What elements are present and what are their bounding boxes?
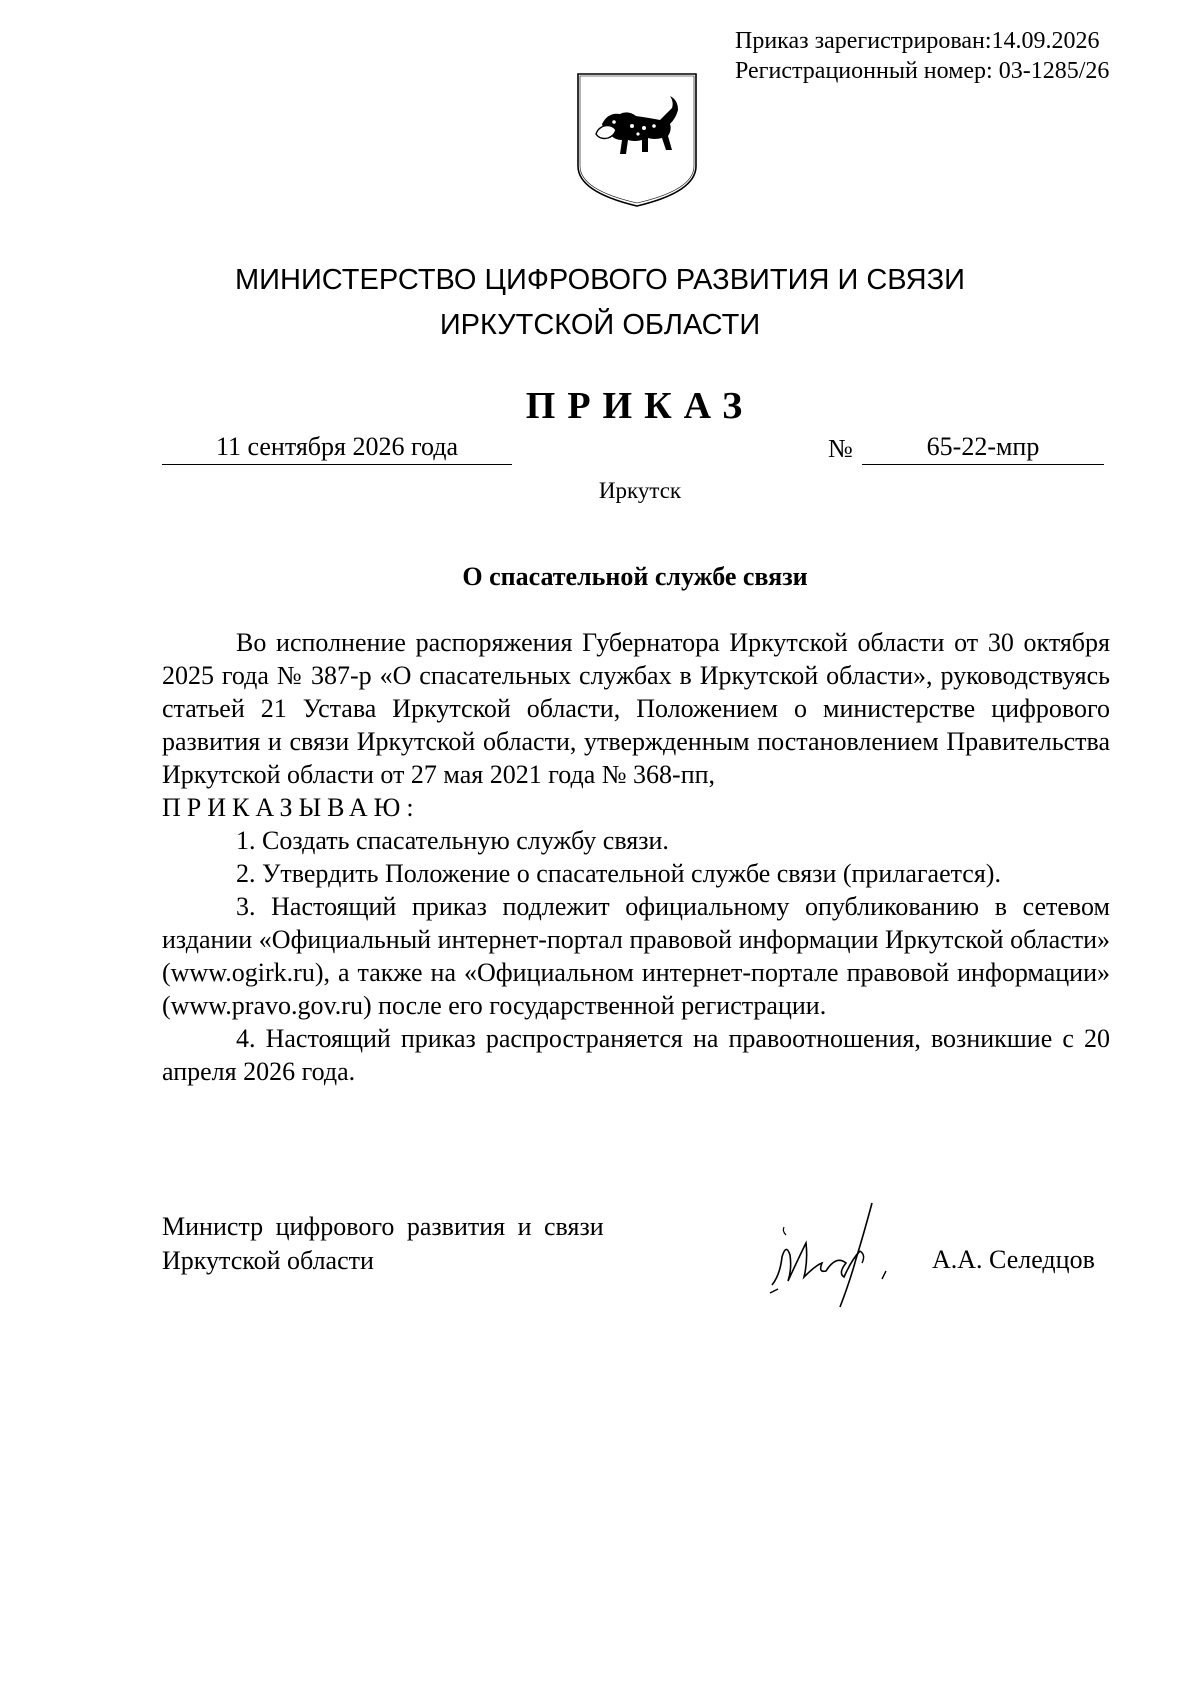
order-body: [162, 626, 1110, 1088]
ministry-line-1: МИНИСТЕРСТВО ЦИФРОВОГО РАЗВИТИЯ И СВЯЗИ: [235, 264, 965, 296]
position-line-2: Иркутской области: [162, 1246, 374, 1275]
order-date: 11 сентября 2026 года: [162, 430, 512, 465]
order-item-2: 2. Утвердить Положение о спасательной службе связи (прилагается).: [236, 859, 1001, 888]
order-subject: О спасательной службе связи: [462, 562, 808, 591]
preamble: Во исполнение распоряжения Губернатора Иркутской области от 30 октября 2025 года № 387-р «О спасательных службах в Иркутской области», руководствуясь статьей 21 Устава Иркутской области, Положением о министерстве цифрового развития и связи Иркутской области, утвержденным постановлением Правительства Иркутской области от 27 мая 2021 года № 368-пп,: [162, 628, 1110, 789]
signatory-name: А.А. Селедцов: [932, 1245, 1095, 1274]
order-item-3: 3. Настоящий приказ подлежит официальному опубликованию в сетевом издании «Официальный интернет-портал правовой информации Иркутской области» (www.ogirk.ru), а также на «Официальном интернет-портале правовой информации» (www.pravo.gov.ru) после его государственной регистрации.: [162, 892, 1110, 1020]
order-item-1: 1. Создать спасательную службу связи.: [236, 826, 669, 855]
city: Иркутск: [598, 478, 682, 503]
position-line-1: Министр цифрового развития и связи: [162, 1212, 604, 1241]
handwritten-signature: [760, 1185, 930, 1315]
order-number: 65-22-мпр: [862, 430, 1104, 465]
ministry-line-2: ИРКУТСКОЙ ОБЛАСТИ: [439, 309, 761, 341]
number-symbol: №: [828, 434, 853, 463]
order-item-4: 4. Настоящий приказ распространяется на правоотношения, возникшие с 20 апреля 2026 года.: [162, 1024, 1110, 1086]
document-type: ПРИКАЗ: [525, 385, 755, 427]
coat-of-arms-icon: [574, 70, 700, 210]
registration-date: Приказ зарегистрирован:14.09.2026: [735, 28, 1100, 54]
order-directive: ПРИКАЗЫВАЮ:: [162, 793, 420, 822]
registration-number: Регистрационный номер: 03-1285/26: [735, 58, 1110, 84]
ministry-name: [150, 258, 1050, 348]
signatory-position: [162, 1210, 682, 1278]
registration-stamp: [735, 26, 1135, 86]
